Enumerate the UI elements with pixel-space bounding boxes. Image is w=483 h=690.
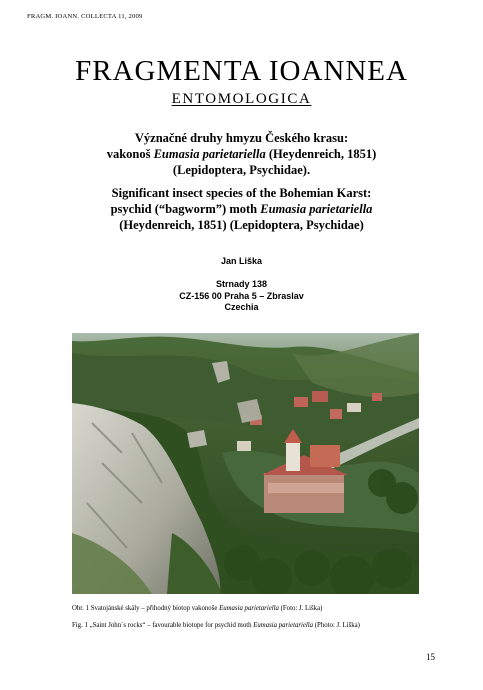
caption-cz-pre: Obr. 1 Svatojánské skály – přihodný biotop vakonoše — [72, 605, 220, 612]
en-title-line2 — [40, 201, 443, 217]
article-title-english — [40, 185, 443, 233]
caption-cz-post: (Foto: J. Liška) — [278, 605, 323, 612]
journal-subtitle-text: ENTOMOLOGICA — [171, 91, 312, 107]
address-line2: CZ-156 00 Praha 5 – Zbraslav — [179, 290, 304, 301]
journal-subtitle — [0, 90, 483, 108]
address-line1: Strnady 138 — [215, 279, 268, 289]
author-name: Jan Liška — [220, 256, 263, 266]
caption-cz-species: Eumasia parietariella — [219, 605, 279, 612]
author-address — [0, 279, 483, 314]
landscape-photo — [72, 333, 419, 594]
landscape-photo-illustration — [72, 333, 419, 594]
cz-title-line2-pre: vakonoš — [106, 147, 154, 161]
cz-title-line3: (Lepidoptera, Psychidae). — [172, 163, 311, 177]
article-title-czech — [40, 130, 443, 178]
caption-en-post: (Photo: J. Liška) — [313, 622, 360, 629]
cz-title-line2 — [40, 146, 443, 162]
caption-en-pre: Fig. 1 „Saint John´s rocks“ – favourable biotope for psychid moth — [72, 622, 254, 629]
en-title-species: Eumasia parietariella — [260, 202, 373, 216]
running-head: FRAGM. IOANN. COLLECTA 11, 2009 — [27, 13, 143, 20]
en-title-line3: (Heydenreich, 1851) (Lepidoptera, Psychidae) — [119, 218, 364, 232]
address-line3: Czechia — [224, 302, 259, 312]
en-title-line1: Significant insect species of the Bohemian Karst: — [111, 186, 372, 200]
journal-title: FRAGMENTA IOANNEA — [75, 55, 408, 87]
figure-caption-czech — [72, 604, 472, 613]
cz-title-line1: Význačné druhy hmyzu Českého krasu: — [134, 131, 349, 145]
figure-caption-english — [72, 621, 472, 630]
page-number: 15 — [426, 652, 435, 662]
cz-title-line2-post: (Heydenreich, 1851) — [265, 147, 377, 161]
en-title-line2-pre: psychid (“bagworm”) moth — [110, 202, 261, 216]
cz-title-species: Eumasia parietariella — [153, 147, 266, 161]
caption-en-species: Eumasia parietariella — [253, 622, 314, 629]
